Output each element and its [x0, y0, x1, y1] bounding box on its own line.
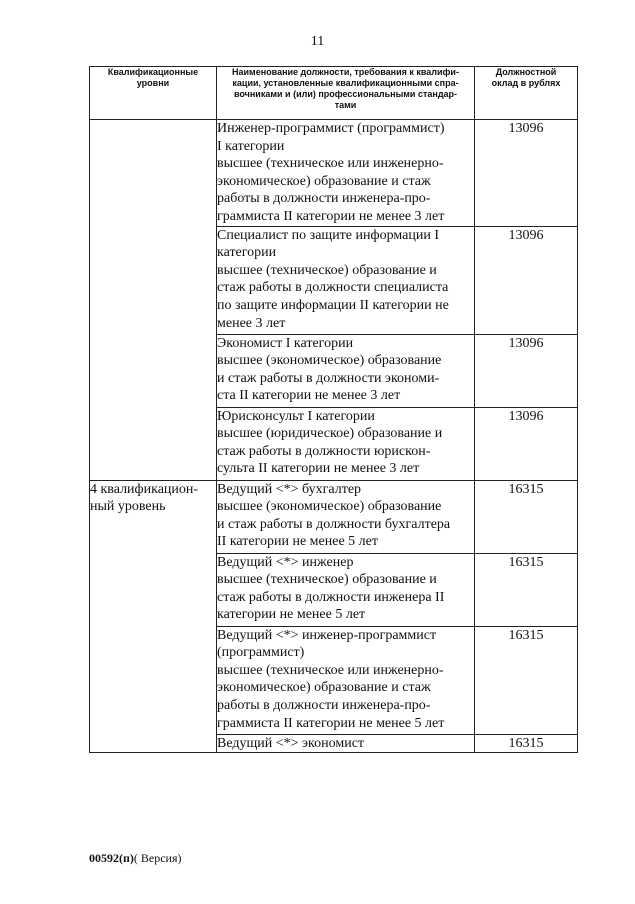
document-code: 00592(п) — [89, 851, 134, 865]
header-qualification-levels: Квалификационные уровни — [90, 67, 217, 120]
salary-cell: 13096 — [475, 120, 578, 227]
salary-cell: 16315 — [475, 553, 578, 626]
position-cell: Ведущий <*> экономист — [217, 734, 475, 753]
position-cell: Юрисконсульт I категории высшее (юридическое) образование и стаж работы в должности юрискон- сульта II категории не менее 3 лет — [217, 407, 475, 480]
position-cell: Экономист I категории высшее (экономическое) образование и стаж работы в должности экономи- ста II категории не менее 3 лет — [217, 334, 475, 407]
salary-table — [89, 66, 578, 753]
salary-cell: 13096 — [475, 407, 578, 480]
position-cell: Ведущий <*> бухгалтер высшее (экономическое) образование и стаж работы в должности бухгалтера II категории не менее 5 лет — [217, 480, 475, 553]
table-header-row — [90, 67, 578, 120]
position-cell: Ведущий <*> инженер высшее (техническое) образование и стаж работы в должности инженера II категории не менее 5 лет — [217, 553, 475, 626]
table-row — [90, 480, 578, 553]
qualification-level-cell — [90, 120, 217, 481]
header-position-requirements: Наименование должности, требования к квалифи- кации, установленные квалификационными спра- вочниками и (или) профессиональными стандар- тами — [217, 67, 475, 120]
version-label: ( Версия) — [133, 851, 182, 865]
position-cell: Инженер-программист (программист) I категории высшее (техническое или инженерно- экономическое) образование и стаж работы в должности инженера-про- граммиста II категории не менее 3 лет — [217, 120, 475, 227]
position-cell: Специалист по защите информации I категории высшее (техническое) образование и стаж работы в должности специалиста по защите информации II категории не менее 3 лет — [217, 226, 475, 334]
qualification-level-cell: 4 квалификацион- ный уровень — [90, 480, 217, 753]
page-number: 11 — [310, 34, 325, 49]
salary-cell: 16315 — [475, 626, 578, 734]
position-cell: Ведущий <*> инженер-программист (программист) высшее (техническое или инженерно- экономическое) образование и стаж работы в должности инженера-про- граммиста II категории не менее 5 лет — [217, 626, 475, 734]
document-footer — [89, 851, 182, 866]
salary-cell: 16315 — [475, 734, 578, 753]
table-row — [90, 120, 578, 227]
salary-cell: 13096 — [475, 226, 578, 334]
header-salary: Должностной оклад в рублях — [475, 67, 578, 120]
salary-cell: 13096 — [475, 334, 578, 407]
salary-cell: 16315 — [475, 480, 578, 553]
